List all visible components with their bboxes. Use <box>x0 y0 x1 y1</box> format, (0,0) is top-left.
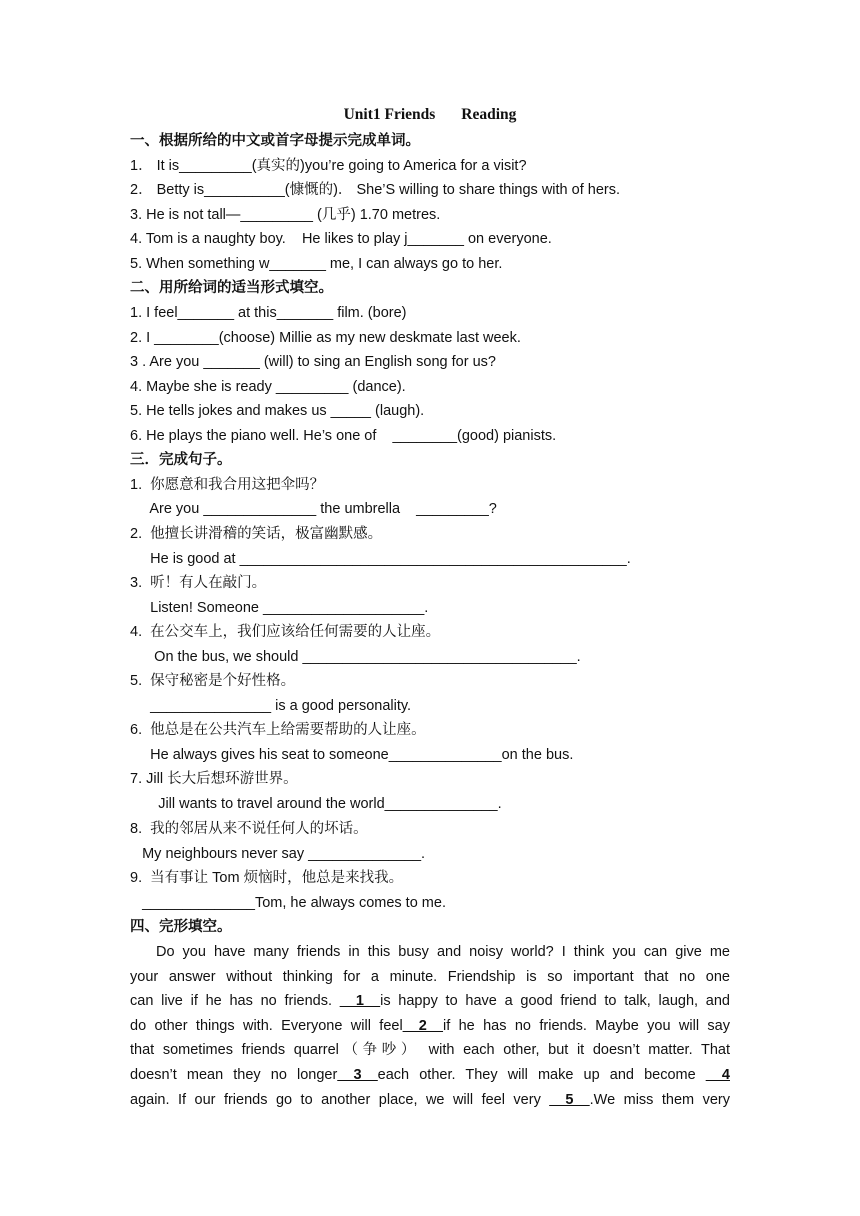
section2-item: 1. I feel_______ at this_______ film. (bore) <box>130 305 407 321</box>
cloze-blank: __3__ <box>337 1066 378 1083</box>
section3-heading: 三．完成句子。 <box>130 452 232 468</box>
section1-item: 1． It is_________(真实的)you’re going to America for a visit? <box>130 158 527 174</box>
passage-text: doesn’t mean they no longer <box>130 1066 338 1083</box>
section1-item: 4. Tom is a naughty boy. He likes to play j_______ on everyone. <box>130 231 552 247</box>
section2-item: 2. I ________(choose) Millie as my new deskmate last week. <box>130 330 521 346</box>
passage-text: can live if he has no friends. <box>130 993 340 1010</box>
section3-item-en: My neighbours never say ______________. <box>130 846 426 862</box>
section1-item: 2． Betty is__________(慷慨的)． She’S willing to share things with of hers. <box>130 182 621 198</box>
passage-text: that sometimes friends quarrel（争吵） with each other, but it doesn’t matter. That <box>130 1042 730 1059</box>
section3-item-cn: 6. 他总是在公共汽车上给需要帮助的人让座。 <box>130 722 426 738</box>
section3-item-en: _______________ is a good personality. <box>130 698 412 714</box>
section3-item-en: He is good at ________________________________________________. <box>130 551 631 567</box>
section3-item-cn: 9. 当有事让 Tom 烦恼时，他总是来找我。 <box>130 870 404 886</box>
section2-item: 4. Maybe she is ready _________ (dance). <box>130 379 406 395</box>
section3-item-cn: 7. Jill 长大后想环游世界。 <box>130 771 298 787</box>
passage-text: Do you have many friends in this busy and noisy world? I think you can give me <box>156 944 730 960</box>
section2-item: 3 . Are you _______ (will) to sing an English song for us? <box>130 354 496 370</box>
section3-item-en: Jill wants to travel around the world______________. <box>130 796 502 812</box>
section3-item-en: On the bus, we should __________________________________. <box>130 649 581 665</box>
passage-line <box>130 989 730 1014</box>
passage-text: is happy to have a good friend to talk, laugh, and <box>380 993 730 1010</box>
passage-text: each other. They will make up and become <box>377 1066 706 1083</box>
section3-item-cn: 5. 保守秘密是个好性格。 <box>130 673 296 689</box>
passage-text: if he has no friends. Maybe you will say <box>443 1017 730 1034</box>
cloze-passage <box>130 940 730 1112</box>
section3-item-cn: 3. 听！有人在敲门。 <box>130 575 267 591</box>
passage-text: do other things with. Everyone will feel <box>130 1017 403 1034</box>
section4-heading: 四、完形填空。 <box>130 919 232 935</box>
passage-text: again. If our friends go to another place, we will feel very <box>130 1091 550 1108</box>
title-part: Reading <box>461 106 517 123</box>
section1-item: 5. When something w_______ me, I can always go to her. <box>130 256 503 272</box>
section2-item: 6. He plays the piano well. He’s one of ________(good) pianists. <box>130 428 557 444</box>
passage-text: .We miss them very <box>589 1091 730 1108</box>
cloze-blank: __2__ <box>402 1017 443 1034</box>
page-title <box>0 106 860 124</box>
passage-line <box>130 1014 730 1039</box>
section2-heading: 二、用所给词的适当形式填空。 <box>130 280 333 296</box>
section2-item: 5. He tells jokes and makes us _____ (laugh). <box>130 403 425 419</box>
section1-item: 3. He is not tall—_________ (几乎) 1.70 metres. <box>130 207 441 223</box>
passage-line <box>130 1038 730 1063</box>
title-unit: Unit1 Friends <box>343 106 436 123</box>
section3-item-en: Listen! Someone ____________________. <box>130 600 429 616</box>
section3-item-en: ______________Tom, he always comes to me. <box>130 895 446 911</box>
passage-line <box>130 940 730 965</box>
cloze-blank: __5__ <box>549 1091 590 1108</box>
section3-item-cn: 2. 他擅长讲滑稽的笑话，极富幽默感。 <box>130 526 383 542</box>
section3-item-cn: 1. 你愿意和我合用这把伞吗？ <box>130 477 325 493</box>
passage-line <box>130 965 730 990</box>
cloze-blank: __1__ <box>339 993 381 1010</box>
section3-item-cn: 8. 我的邻居从来不说任何人的坏话。 <box>130 821 368 837</box>
passage-line <box>130 1088 730 1113</box>
passage-text: your answer without thinking for a minute. Friendship is so important that no one <box>130 968 730 985</box>
cloze-blank: __4 <box>705 1066 730 1083</box>
section3-item-en: He always gives his seat to someone______________on the bus. <box>130 747 574 763</box>
section3-item-en: Are you ______________ the umbrella _________? <box>130 501 497 517</box>
passage-line <box>130 1063 730 1088</box>
section3-item-cn: 4. 在公交车上，我们应该给任何需要的人让座。 <box>130 624 441 640</box>
section1-heading: 一、根据所给的中文或首字母提示完成单词。 <box>130 133 420 149</box>
